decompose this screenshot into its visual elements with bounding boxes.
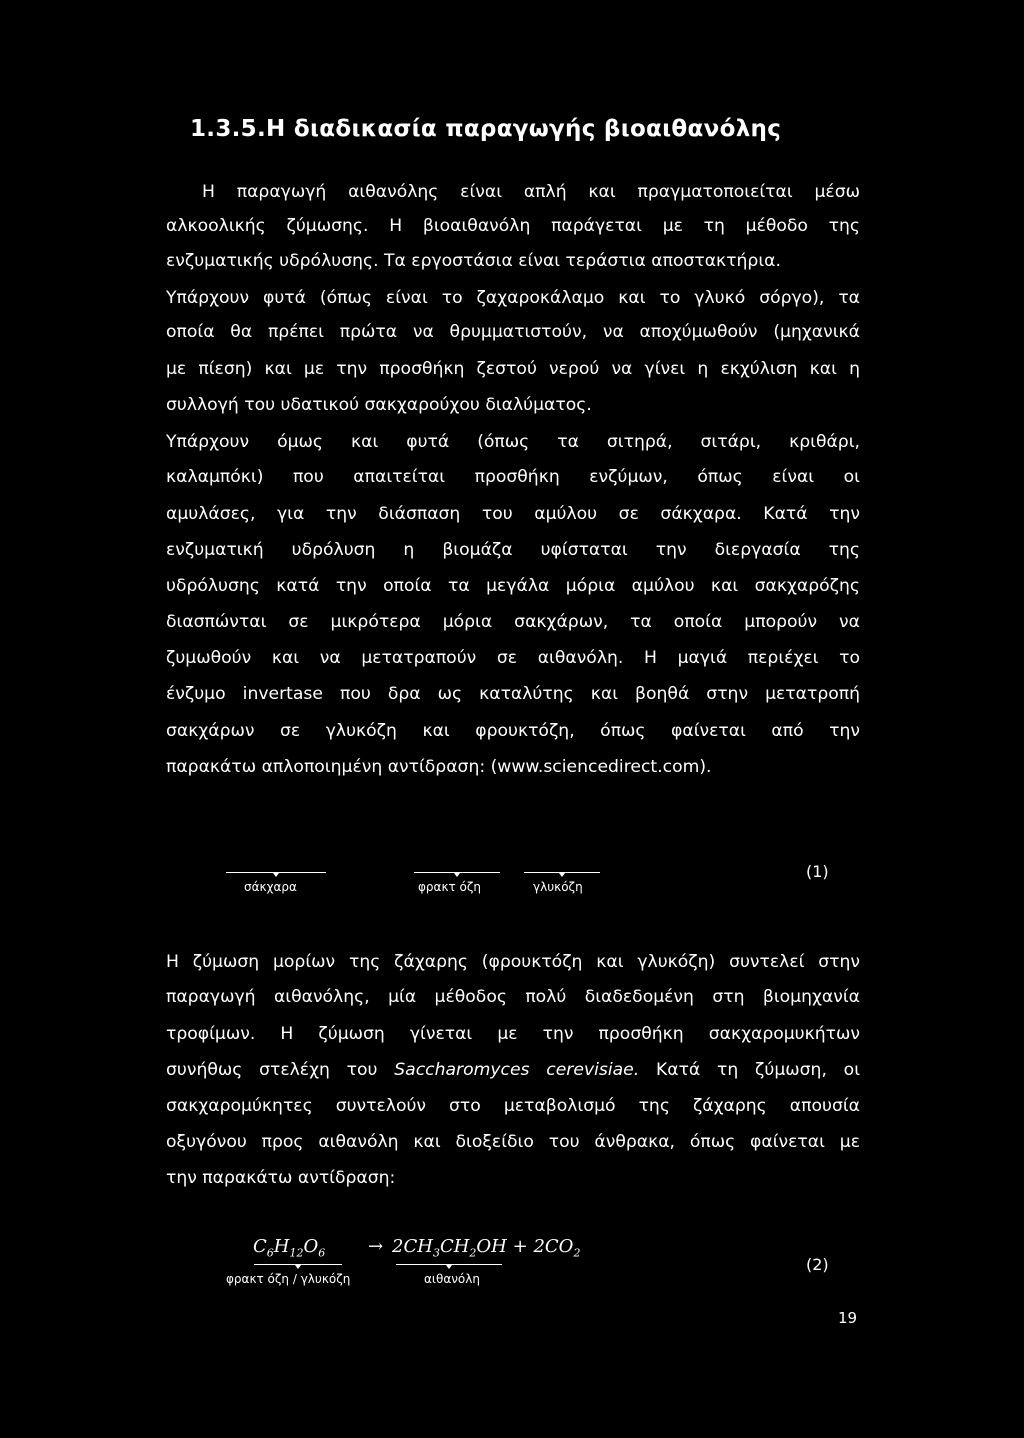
- text-line: Η παραγωγή αιθανόλης είναι απλή και πραγματοποιείται μέσω: [202, 182, 860, 202]
- text-line: παραγωγή αιθανόλης, μία μέθοδος πολύ διαδεδομένη στη βιομηχανία: [166, 987, 860, 1007]
- reaction-arrow: →: [368, 1236, 384, 1257]
- equation-number-2: (2): [806, 1255, 829, 1274]
- text-line: παρακάτω απλοποιημένη αντίδραση: (www.sciencedirect.com).: [166, 757, 712, 777]
- text-line: σακχαρομύκητες συντελούν στο μεταβολισμό της ζάχαρης απουσία: [166, 1096, 860, 1116]
- formula-subscript: 6: [266, 1246, 274, 1260]
- text-line: οποία θα πρέπει πρώτα να θρυμματιστούν, να αποχύμωθούν (μηχανικά: [166, 322, 860, 342]
- formula-part: CH: [439, 1236, 470, 1257]
- formula-part: C: [253, 1236, 267, 1257]
- text-line: υδρόλυσης κατά την οποία τα μεγάλα μόρια αμύλου και σακχαρόζης: [166, 576, 860, 596]
- formula-part: CO: [544, 1236, 574, 1257]
- underbrace-sugars: [226, 864, 326, 873]
- text-line: ενζυματικής υδρόλυσης. Τα εργοστάσια είναι τεράστια αποστακτήρια.: [166, 251, 781, 271]
- underbrace-glucose: [524, 864, 600, 873]
- text-line: οξυγόνου προς αιθανόλη και διοξείδιο του άνθρακα, όπως φαίνεται με: [166, 1132, 860, 1152]
- page-number: 19: [838, 1309, 858, 1327]
- label-reactant: φρακτ όζη / γλυκόζη: [226, 1272, 351, 1286]
- formula-part: H: [273, 1236, 290, 1257]
- text-segment: συνήθως στελέχη του: [166, 1060, 395, 1080]
- formula-subscript: 12: [289, 1246, 304, 1260]
- formula-part: O: [303, 1236, 319, 1257]
- equation-number-1: (1): [806, 862, 829, 881]
- text-line: ένζυμο invertase που δρα ως καταλύτης και βοηθά στην μετατροπή: [166, 684, 860, 704]
- text-segment: Κατά τη ζύμωση, οι: [639, 1060, 861, 1080]
- section-heading: 1.3.5.Η διαδικασία παραγωγής βιοαιθανόλης: [190, 116, 782, 142]
- formula-subscript: 2: [573, 1246, 581, 1260]
- text-line: Υπάρχουν όμως και φυτά (όπως τα σιτηρά, σιτάρι, κριθάρι,: [166, 432, 860, 452]
- species-name: Saccharomyces cerevisiae.: [394, 1060, 640, 1080]
- formula-plus: +: [512, 1236, 528, 1257]
- formula-subscript: 2: [469, 1246, 477, 1260]
- text-line: [166, 1058, 860, 1082]
- label-sugars: σάκχαρα: [244, 880, 297, 894]
- text-line: σακχάρων σε γλυκόζη και φρουκτόζη, όπως φαίνεται από την: [166, 721, 860, 741]
- text-line: με πίεση) και με την προσθήκη ζεστού νερού να γίνει η εκχύλιση και η: [166, 359, 860, 379]
- formula-part: CH: [403, 1236, 433, 1257]
- text-line: διασπώνται σε μικρότερα μόρια σακχάρων, τα οποία μπορούν να: [166, 612, 860, 632]
- underbrace-reactant: [254, 1256, 342, 1265]
- text-line: συλλογή του υδατικού σακχαρούχου διαλύματος.: [166, 395, 592, 415]
- formula-subscript: 6: [318, 1246, 326, 1260]
- text-line: την παρακάτω αντίδραση:: [166, 1168, 396, 1188]
- text-line: αλκοολικής ζύμωσης. Η βιοαιθανόλη παράγεται με τη μέθοδο της: [166, 216, 860, 236]
- formula-part: OH: [476, 1236, 507, 1257]
- formula-part: 2: [392, 1236, 404, 1257]
- underbrace-fructose: [414, 864, 500, 873]
- label-fructose: φρακτ όζη: [418, 880, 482, 894]
- underbrace-ethanol: [396, 1256, 502, 1265]
- text-line: αμυλάσες, για την διάσπαση του αμύλου σε σάκχαρα. Κατά την: [166, 504, 860, 524]
- formula-subscript: 3: [432, 1246, 440, 1260]
- text-line: ζυμωθούν και να μετατραπούν σε αιθανόλη. Η μαγιά περιέχει το: [166, 648, 860, 668]
- label-glucose: γλυκόζη: [533, 880, 583, 894]
- text-line: καλαμπόκι) που απαιτείται προσθήκη ενζύμων, όπως είναι οι: [166, 467, 860, 487]
- text-line: τροφίμων. Η ζύμωση γίνεται με την προσθήκη σακχαρομυκήτων: [166, 1024, 860, 1044]
- text-line: Υπάρχουν φυτά (όπως είναι το ζαχαροκάλαμο και το γλυκό σόργο), τα: [166, 288, 860, 308]
- text-line: Η ζύμωση μορίων της ζάχαρης (φρουκτόζη και γλυκόζη) συντελεί στην: [166, 952, 860, 972]
- label-ethanol: αιθανόλη: [424, 1272, 480, 1286]
- formula-part: 2: [533, 1236, 545, 1257]
- text-line: ενζυματική υδρόλυση η βιομάζα υφίσταται την διεργασία της: [166, 540, 860, 560]
